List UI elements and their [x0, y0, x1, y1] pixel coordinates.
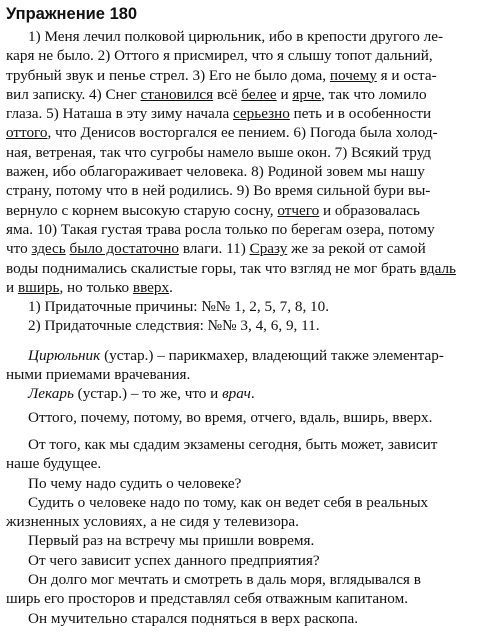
text-line: каря не было. 2) Оттого я присмирел, что я слышу топот дальний, [6, 47, 433, 65]
text-line: яма. 10) Такая густая трава росла только по берегам озера, потому [6, 220, 435, 238]
underlined-word: было достаточно [69, 240, 180, 258]
underlined-word: оттого [6, 124, 48, 142]
sentence-line: По чему надо судить о человеке? [28, 474, 242, 492]
underlined-word: вверх [132, 278, 170, 296]
underlined-word: ярче [292, 85, 321, 103]
underlined-word: серьезно [233, 105, 290, 123]
sentence-line: наше будущее. [6, 455, 102, 473]
summary-consequence: 2) Придаточные следствия: №№ 3, 4, 6, 9, 11. [28, 317, 320, 335]
underlined-word: вширь [17, 278, 60, 296]
text-line: оттого, что Денисов восторгался ее пением. 6) Погода была холод- [6, 124, 438, 142]
sentence-line: Судить о человеке надо по тому, как он ведет себя в реальных [28, 493, 429, 511]
underlined-word: белее [241, 85, 277, 103]
summary-causal: 1) Придаточные причины: №№ 1, 2, 5, 7, 8, 10. [28, 298, 330, 316]
underlined-word: вдаль [420, 259, 456, 277]
text-line: трубный звук и пенье стрел. 3) Его не было дома, почему я и оста- [6, 66, 437, 84]
underlined-word: Сразу [249, 240, 288, 258]
text-line: страну, потому что в ней родились. 9) Во время сильной бури вы- [6, 182, 431, 200]
underlined-word: отчего [277, 201, 320, 219]
sentence-line: От того, как мы сдадим экзамены сегодня, быть может, зависит [28, 435, 438, 453]
sentence-line: Он долго мог мечтать и смотреть в даль моря, вглядывался в [28, 571, 421, 589]
underlined-word: становился [140, 85, 214, 103]
glossary-entry: Цирюльник (устар.) – парикмахер, владеющий также элементар- [28, 346, 444, 364]
adverb-list: Оттого, почему, потому, во время, отчего, вдаль, вширь, вверх. [28, 408, 433, 426]
exercise-text [6, 27, 493, 628]
sentence-line: ширь его просторов и представлял себя отважным капитаном. [6, 590, 408, 608]
glossary-entry: ными приемами врачевания. [6, 366, 191, 384]
underlined-word: здесь [31, 240, 66, 258]
glossary-entry: Лекарь (устар.) – то же, что и врач. [28, 385, 255, 403]
text-line: важен, ибо облагораживает человека. 8) Родиной зовем мы нашу [6, 163, 425, 181]
sentence-line: Он мучительно старался подняться в верх раскопа. [28, 609, 359, 627]
text-line: 1) Меня лечил полковой цирюльник, ибо в крепости другого ле- [28, 28, 444, 45]
text-line: вернуло с корнем высокую старую сосну, отчего и образовалась [6, 201, 420, 219]
sentence-line: От чего зависит успех данного предприятия? [28, 551, 320, 569]
sentence-line: жизненных условиях, а не сидя у телевизора. [6, 513, 299, 531]
text-line: ная, ветреная, так что сугробы намело выше окон. 7) Всякий труд [6, 143, 431, 161]
spacer [6, 427, 493, 435]
sentence-line: Первый раз на встречу мы пришли вовремя. [28, 532, 315, 550]
text-line: и вширь, но только вверх. [6, 278, 173, 296]
text-line: воды поднимались скалистые горы, так что взгляд не мог брать вдаль [6, 259, 456, 277]
spacer [6, 336, 493, 346]
underlined-word: почему [329, 66, 377, 84]
text-line: глаза. 5) Наташа в эту зиму начала серьезно петь и в особенности [6, 105, 432, 123]
exercise-title: Упражнение 180 [6, 5, 138, 23]
text-line: вил записку. 4) Снег становился всё белее и ярче, так что ломило [6, 85, 427, 103]
text-line: что здесь было достаточно влаги. 11) Сразу же за рекой от самой [6, 240, 426, 258]
